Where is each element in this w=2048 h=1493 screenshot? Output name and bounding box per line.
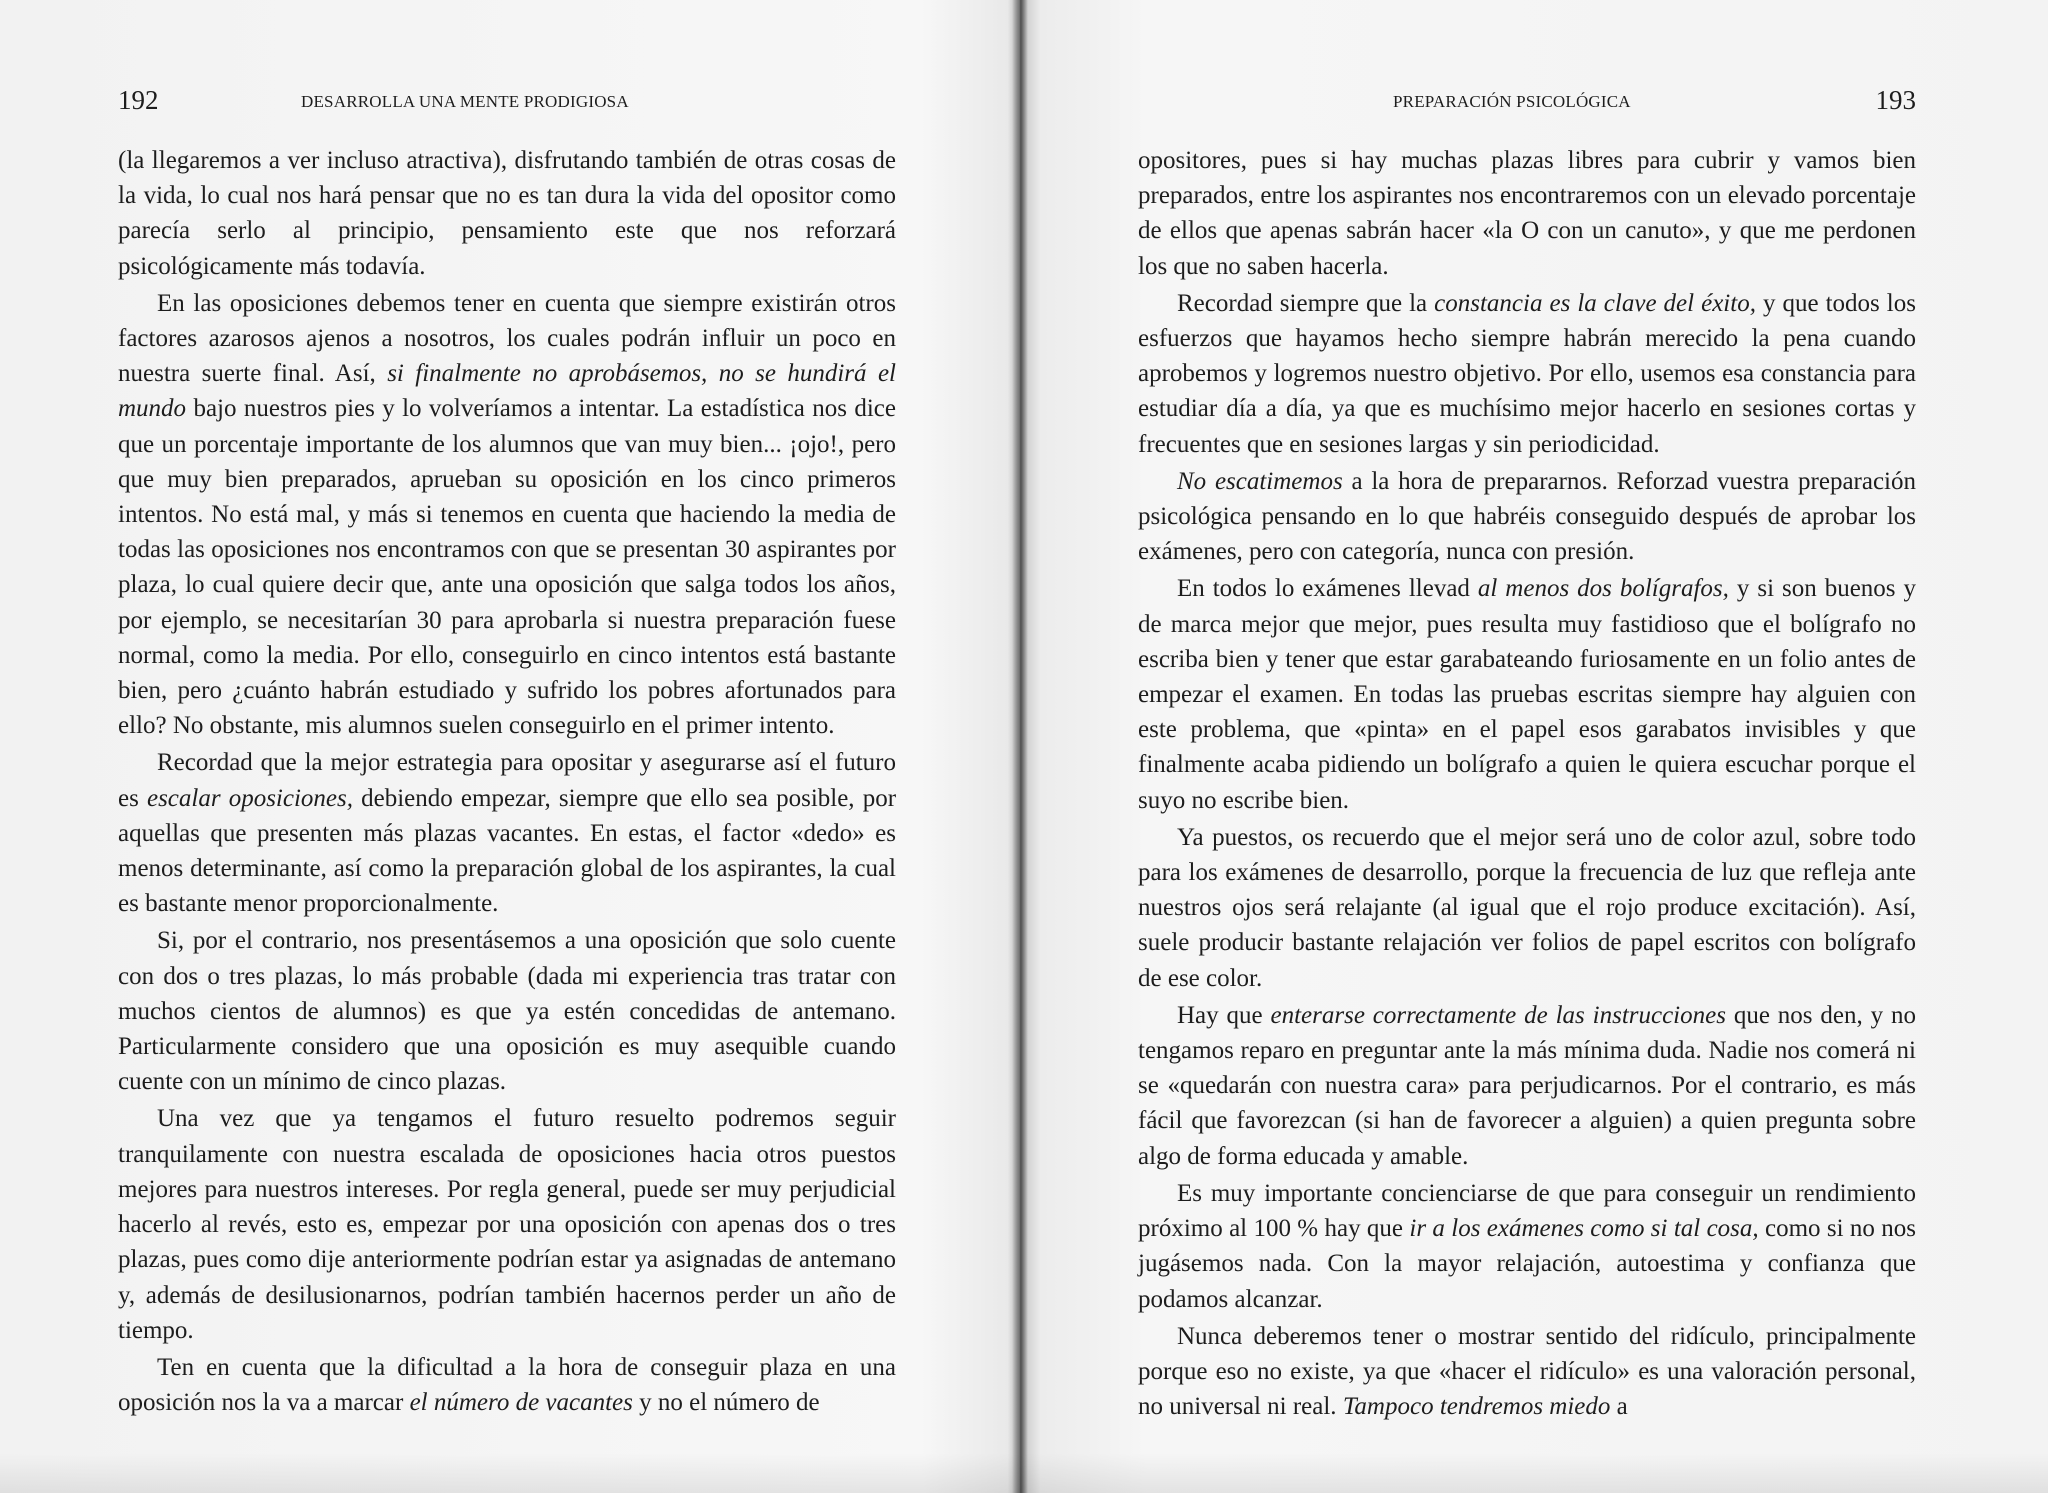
text-run: opositores, pues si hay muchas plazas libres para cubrir y vamos bien preparados, entre los aspirantes nos encontraremos con un elevado porcentaje de ellos que apenas sabrán hacer «la O con un canuto», y que me perdonen los que no saben hacerla. xyxy=(1138,147,1916,280)
paragraph xyxy=(118,1101,896,1347)
paragraph xyxy=(118,745,896,921)
italic-text: enterarse correctamente de las instrucciones xyxy=(1270,1001,1726,1029)
italic-text: si finalmente no aprobásemos, no se hundirá el mundo xyxy=(118,360,896,423)
italic-text: al menos dos bolígrafos, xyxy=(1477,575,1729,603)
text-run: Recordad que la mejor estrategia para opositar y asegurarse así el futuro es xyxy=(118,749,896,812)
paragraph xyxy=(118,143,896,284)
paragraph xyxy=(118,1350,896,1420)
paragraph xyxy=(118,286,896,744)
text-run: bajo nuestros pies y lo volveríamos a intentar. La estadística nos dice que un porcentaje importante de los alumnos que van muy bien... ¡ojo!, pero que muy bien preparados, aprueban su oposición en los cinco primeros intentos. No está mal, y más si tenemos en cuenta que haciendo la media de todas las oposiciones nos encontramos con que se presentan 30 aspirantes por plaza, lo cual quiere decir que, ante una oposición que salga todos los años, por ejemplo, se necesitarían 30 para aprobarla si nuestra preparación fuese normal, como la media. Por ello, conseguirlo en cinco intentos está bastante bien, pero ¿cuánto habrán estudiado y sufrido los pobres afortunados para ello? No obstante, mis alumnos suelen conseguirlo en el primer intento. xyxy=(118,395,896,740)
text-run: a la hora de prepararnos. Reforzad vuestra preparación psicológica pensando en lo que habréis conseguido después de aprobar los exámenes, pero con categoría, nunca con presión. xyxy=(1138,467,1916,566)
paragraph xyxy=(1138,820,1916,996)
paragraph xyxy=(1138,464,1916,570)
text-run: y que todos los esfuerzos que hayamos hecho siempre habrán merecido la pena cuando aprobemos y logremos nuestro objetivo. Por ello, usemos esa constancia para estudiar día a día, ya que es muchísimo mejor hacerlo en sesiones cortas y frecuentes que en sesiones largas y sin periodicidad. xyxy=(1138,289,1916,458)
text-run: Recordad siempre que la xyxy=(1177,289,1435,317)
paragraph xyxy=(1138,571,1916,817)
italic-text: ir a los exámenes como si tal cosa, xyxy=(1409,1215,1759,1243)
paragraph xyxy=(1138,286,1916,462)
italic-text: Tampoco tendremos miedo xyxy=(1342,1393,1611,1421)
left-running-head: DESARROLLA UNA MENTE PRODIGIOSA xyxy=(301,92,629,111)
text-run: En todos lo exámenes llevad xyxy=(1177,575,1478,603)
book-gutter xyxy=(1012,0,1028,1493)
italic-text: constancia es la clave del éxito, xyxy=(1434,289,1756,317)
text-run: Nunca deberemos tener o mostrar sentido del ridículo, principalmente porque eso no existe, ya que «hacer el ridículo» es una valoración personal, no universal ni real. xyxy=(1138,1322,1916,1421)
text-run: Si, por el contrario, nos presentásemos a una oposición que solo cuente con dos o tres plazas, lo más probable (dada mi experiencia tras tratar con muchos cientos de alumnos) es que ya estén concedidas de antemano. Particularmente considero que una oposición es muy asequible cuando cuente con un mínimo de cinco plazas. xyxy=(118,927,896,1096)
paragraph xyxy=(118,923,896,1099)
text-run: Es muy importante concienciarse de que para conseguir un rendimiento próximo al 100 % hay que xyxy=(1138,1179,1916,1243)
right-page-header xyxy=(1138,85,1916,125)
text-run: debiendo empezar, siempre que ello sea posible, por aquellas que presenten más plazas vacantes. En estas, el factor «dedo» es menos determinante, así como la preparación global de los aspirantes, la cual es bastante menor proporcionalmente. xyxy=(118,784,897,918)
text-run: (la llegaremos a ver incluso atractiva), disfrutando también de otras cosas de la vida, lo cual nos hará pensar que no es tan dura la vida del opositor como parecía serlo al principio, pensamiento este que nos reforzará psicológicamente más todavía. xyxy=(118,147,896,280)
text-run: y no el número de xyxy=(632,1389,820,1417)
text-run: a xyxy=(1610,1393,1628,1421)
text-run: En las oposiciones debemos tener en cuenta que siempre existirán otros factores azarosos ajenos a nosotros, los cuales podrán influir un poco en nuestra suerte final. Así, xyxy=(118,289,896,388)
paragraph xyxy=(1138,143,1916,284)
paragraph xyxy=(1138,1176,1916,1317)
left-page-body xyxy=(118,143,896,1420)
text-run: y si son buenos y de marca mejor que mejor, pues resulta muy fastidioso que el bolígrafo no escriba bien y tener que estar garabateando furiosamente en un folio antes de empezar el examen. En todas las pruebas escritas siempre hay alguien con este problema, que «pinta» en el papel esos garabatos invisibles y que finalmente acaba pidiendo un bolígrafo a quien le quiera escuchar porque el suyo no escribe bien. xyxy=(1138,575,1916,814)
page-bottom-shadow xyxy=(0,1453,2048,1493)
right-page-body xyxy=(1138,143,1916,1424)
italic-text: escalar oposiciones, xyxy=(146,784,353,812)
italic-text: el número de vacantes xyxy=(409,1389,633,1417)
text-run: Ten en cuenta que la dificultad a la hora de conseguir plaza en una oposición nos la va a marcar xyxy=(118,1353,896,1417)
right-page-number: 193 xyxy=(1875,85,1916,115)
italic-text: No escatimemos xyxy=(1177,467,1343,495)
paragraph xyxy=(1138,998,1916,1174)
paragraph xyxy=(1138,1319,1916,1425)
right-running-head: PREPARACIÓN PSICOLÓGICA xyxy=(1393,92,1631,111)
left-page-header xyxy=(118,85,896,125)
left-page-number: 192 xyxy=(118,85,159,115)
text-run: Ya puestos, os recuerdo que el mejor será uno de color azul, sobre todo para los exámenes de desarrollo, porque la frecuencia de luz que refleja ante nuestros ojos será relajante (al igual que el rojo produce excitación). Así, suele producir bastante relajación ver folios de papel escritos con bolígrafo de ese color. xyxy=(1138,823,1916,992)
text-run: que nos den, y no tengamos reparo en preguntar ante la más mínima duda. Nadie nos comerá ni se «quedarán con nuestra cara» para perjudicarnos. Por el contrario, es más fácil que favorezcan (si han de favorecer a alguien) a quien pregunta sobre algo de forma educada y amable. xyxy=(1138,1001,1917,1170)
text-run: Una vez que ya tengamos el futuro resuelto podremos seguir tranquilamente con nuestra escalada de oposiciones hacia otros puestos mejores para nuestros intereses. Por regla general, puede ser muy perjudicial hacerlo al revés, esto es, empezar por una oposición con apenas dos o tres plazas, pues como dije anteriormente podrían estar ya asignadas de antemano y, además de desilusionarnos, podrían también hacernos perder un año de tiempo. xyxy=(118,1105,896,1344)
text-run: como si no nos jugásemos nada. Con la mayor relajación, autoestima y confianza que podamos alcanzar. xyxy=(1138,1215,1917,1313)
text-run: Hay que xyxy=(1177,1001,1271,1029)
